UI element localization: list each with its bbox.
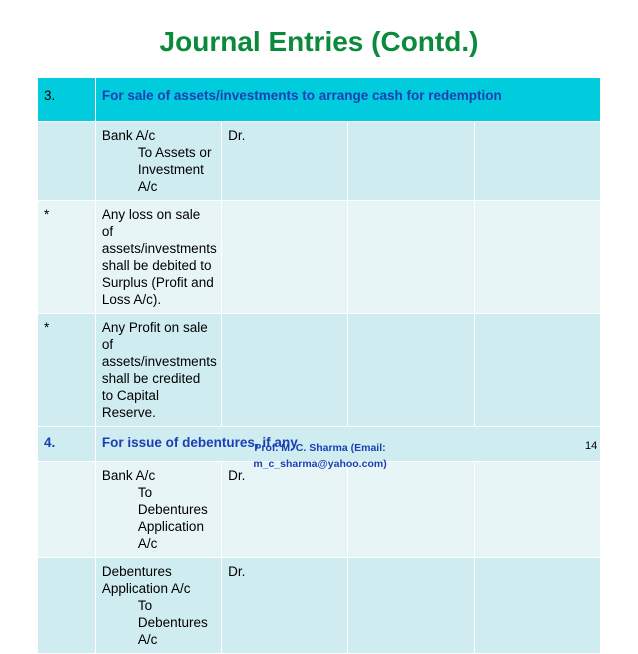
note-text: Any loss on sale of assets/investments shall be debited to Surplus (Profit and Loss A/c). (95, 201, 221, 314)
credit-amount-cell (474, 122, 600, 201)
table-row (38, 558, 601, 654)
journal-entries-table (37, 77, 601, 654)
entry-heading: For issue of debentures, if any (95, 427, 600, 462)
entry-description (95, 122, 221, 201)
slide-title: Journal Entries (Contd.) (159, 26, 479, 57)
entry-description (95, 558, 221, 654)
debit-marker: Dr. (222, 462, 348, 558)
debit-marker: Dr. (222, 558, 348, 654)
debit-account: Debentures Application A/c (101, 564, 191, 596)
entry-number: 3. (38, 78, 96, 122)
footer-line: Prof. M. C. Sharma (Email: (254, 442, 386, 454)
note-text: Any Profit on sale of assets/investments shall be credited to Capital Reserve. (95, 314, 221, 427)
table-row (38, 78, 601, 122)
footer-email: m_c_sharma@yahoo.com) (253, 458, 387, 470)
entry-heading: For sale of assets/investments to arrange cash for redemption (95, 78, 600, 122)
credit-account: To Debentures Application A/c (137, 485, 208, 551)
debit-amount-cell (348, 122, 474, 201)
table-row (38, 314, 601, 427)
credit-account: To Assets or Investment A/c (137, 145, 212, 194)
table-row (38, 462, 601, 558)
footer-author (200, 440, 440, 472)
table-row (38, 201, 601, 314)
table-row (38, 122, 601, 201)
page-number: 14 (585, 440, 598, 452)
entry-description (95, 462, 221, 558)
entry-number: 4. (38, 427, 96, 462)
note-marker: * (38, 314, 96, 427)
credit-account: To Debentures A/c (137, 598, 208, 647)
note-marker: * (38, 201, 96, 314)
debit-account: Bank A/c (101, 468, 156, 483)
debit-marker: Dr. (222, 122, 348, 201)
debit-account: Bank A/c (101, 128, 156, 143)
